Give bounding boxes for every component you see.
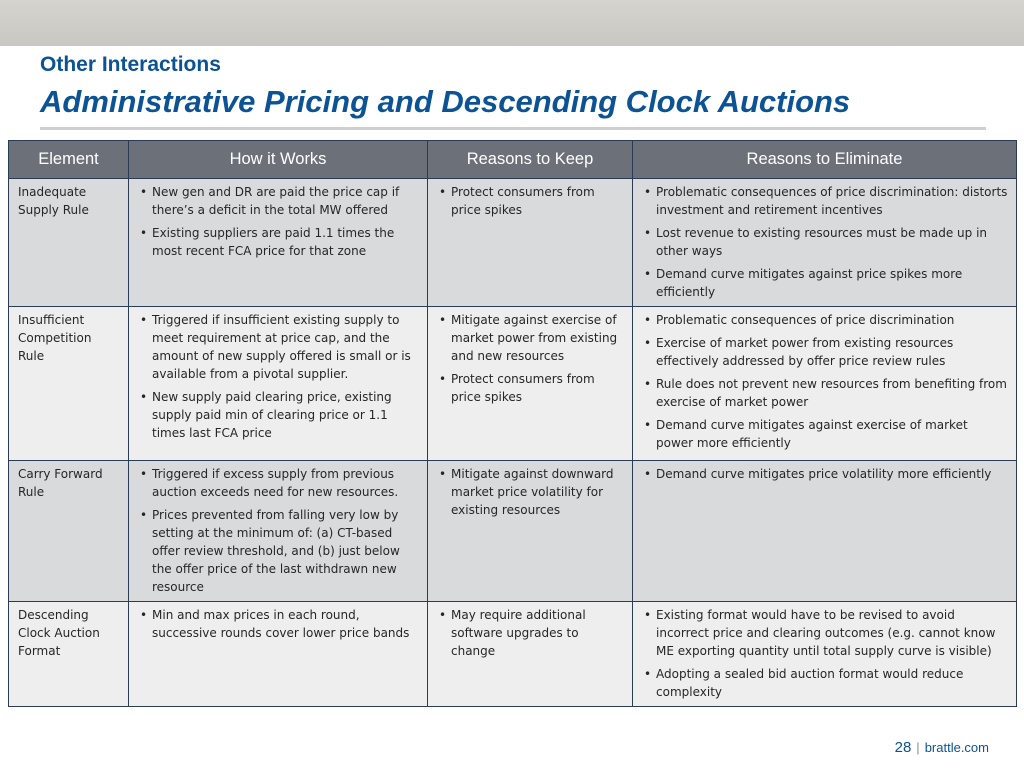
table-row — [9, 602, 1017, 707]
bullet-item: • Demand curve mitigates against exercise of market power more efficiently — [642, 416, 1008, 452]
table-row — [9, 307, 1017, 461]
bullet-item: • Prices prevented from falling very low by setting at the minimum of: (a) CT-based offer review threshold, and (b) just below the offer price of the last withdrawn new resource — [138, 506, 419, 596]
bullet-item: • New gen and DR are paid the price cap if there’s a deficit in the total MW offered — [138, 183, 419, 219]
comparison-table — [8, 140, 1017, 707]
element-cell: Carry Forward Rule — [9, 461, 129, 602]
table-row — [9, 461, 1017, 602]
table-header-row — [9, 141, 1017, 179]
reasons-to-eliminate-cell — [633, 179, 1017, 307]
header-element: Element — [9, 141, 129, 179]
bullet-item: • Triggered if excess supply from previous auction exceeds need for new resources. — [138, 465, 419, 501]
header-how-it-works: How it Works — [129, 141, 428, 179]
bullet-item: • Problematic consequences of price discrimination: distorts investment and retirement incentives — [642, 183, 1008, 219]
bullet-item: • Existing suppliers are paid 1.1 times the most recent FCA price for that zone — [138, 224, 419, 260]
bullet-item: • May require additional software upgrades to change — [437, 606, 624, 660]
bullet-item: • Demand curve mitigates against price spikes more efficiently — [642, 265, 1008, 301]
bullet-item: • Mitigate against exercise of market power from existing and new resources — [437, 311, 624, 365]
reasons-to-eliminate-cell — [633, 307, 1017, 461]
bullet-item: • Lost revenue to existing resources must be made up in other ways — [642, 224, 1008, 260]
element-cell: Inadequate Supply Rule — [9, 179, 129, 307]
footer-site-link[interactable]: brattle.com — [924, 740, 989, 755]
bullet-item: • Protect consumers from price spikes — [437, 183, 624, 219]
page-number: 28 — [894, 739, 912, 756]
how-it-works-cell — [129, 602, 428, 707]
footer-separator: | — [916, 740, 920, 755]
element-cell: Descending Clock Auction Format — [9, 602, 129, 707]
bullet-item: • Adopting a sealed bid auction format would reduce complexity — [642, 665, 1008, 701]
bullet-item: • Existing format would have to be revised to avoid incorrect price and clearing outcomes (e.g. cannot know ME exporting quantity until total supply curve is visible) — [642, 606, 1008, 660]
reasons-to-keep-cell — [428, 179, 633, 307]
bullet-item: • Triggered if insufficient existing supply to meet requirement at price cap, and the amount of new supply offered is small or is available from a pivotal supplier. — [138, 311, 419, 383]
header-reasons-to-keep: Reasons to Keep — [428, 141, 633, 179]
reasons-to-keep-cell — [428, 461, 633, 602]
slide-title: Administrative Pricing and Descending Clock Auctions — [40, 84, 851, 119]
bullet-item: • New supply paid clearing price, existing supply paid min of clearing price or 1.1 times last FCA price — [138, 388, 419, 442]
bullet-item: • Problematic consequences of price discrimination — [642, 311, 1008, 329]
bullet-item: • Demand curve mitigates price volatility more efficiently — [642, 465, 1008, 483]
reasons-to-eliminate-cell — [633, 602, 1017, 707]
table-row — [9, 179, 1017, 307]
bullet-item: • Protect consumers from price spikes — [437, 370, 624, 406]
bullet-item: • Rule does not prevent new resources from benefiting from exercise of market power — [642, 375, 1008, 411]
element-cell: Insufficient Competition Rule — [9, 307, 129, 461]
bullet-item: • Min and max prices in each round, successive rounds cover lower price bands — [138, 606, 419, 642]
how-it-works-cell — [129, 461, 428, 602]
bullet-item: • Mitigate against downward market price volatility for existing resources — [437, 465, 624, 519]
header-reasons-to-eliminate: Reasons to Eliminate — [633, 141, 1017, 179]
reasons-to-keep-cell — [428, 602, 633, 707]
top-banner — [0, 0, 1024, 46]
reasons-to-eliminate-cell — [633, 461, 1017, 602]
how-it-works-cell — [129, 307, 428, 461]
slide-subtitle: Other Interactions — [40, 53, 221, 76]
title-divider — [40, 127, 986, 130]
slide-footer — [895, 739, 989, 756]
reasons-to-keep-cell — [428, 307, 633, 461]
how-it-works-cell — [129, 179, 428, 307]
bullet-item: • Exercise of market power from existing resources effectively addressed by offer price review rules — [642, 334, 1008, 370]
